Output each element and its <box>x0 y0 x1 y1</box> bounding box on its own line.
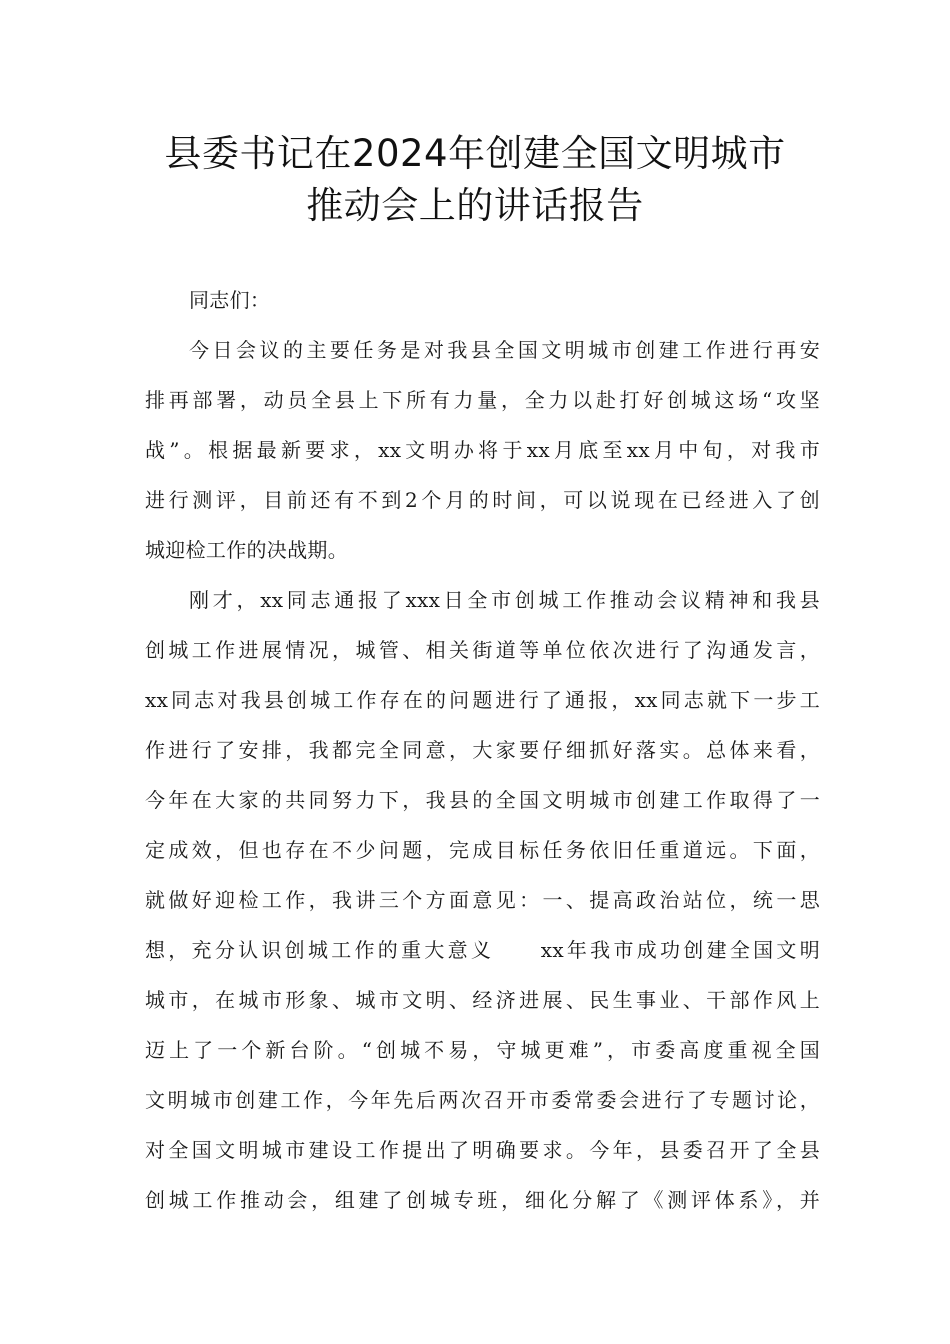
paragraph-line: 城市，在城市形象、城市文明、经济进展、民生事业、干部作风上 <box>145 988 820 1012</box>
paragraph-line: 战”。根据最新要求，xx文明办将于xx月底至xx月中旬，对我市 <box>145 438 820 462</box>
document-title <box>100 128 850 232</box>
paragraph-line: 刚才，xx同志通报了xxx日全市创城工作推动会议精神和我县 <box>189 588 820 612</box>
title-line-2: 推动会上的讲话报告 <box>306 184 644 227</box>
paragraph-line: 今日会议的主要任务是对我县全国文明城市创建工作进行再安 <box>189 338 820 362</box>
paragraph-line: 作进行了安排，我都完全同意，大家要仔细抓好落实。总体来看， <box>145 738 820 762</box>
paragraph-line: 创城工作进展情况，城管、相关街道等单位依次进行了沟通发言， <box>145 638 820 662</box>
paragraph-line: 今年在大家的共同努力下，我县的全国文明城市创建工作取得了一 <box>145 788 820 812</box>
title-line-1: 县委书记在2024年创建全国文明城市 <box>164 132 786 175</box>
paragraph-line: 城迎检工作的决战期。 <box>145 538 348 562</box>
salutation: 同志们： <box>189 288 271 312</box>
document-body <box>145 280 820 1230</box>
paragraph-line: 想，充分认识创城工作的重大意义 xx年我市成功创建全国文明 <box>145 938 820 962</box>
paragraph-1 <box>145 330 820 580</box>
paragraph-line: 迈上了一个新台阶。“创城不易，守城更难”，市委高度重视全国 <box>145 1038 820 1062</box>
paragraph-line: 对全国文明城市建设工作提出了明确要求。今年，县委召开了全县 <box>145 1138 820 1162</box>
paragraph-2 <box>145 580 820 1230</box>
paragraph-line: 创城工作推动会，组建了创城专班，细化分解了《测评体系》，并 <box>145 1188 820 1212</box>
paragraph-line: 进行测评，目前还有不到2个月的时间，可以说现在已经进入了创 <box>145 488 820 512</box>
paragraph-line: xx同志对我县创城工作存在的问题进行了通报，xx同志就下一步工 <box>145 688 820 712</box>
paragraph-line: 就做好迎检工作，我讲三个方面意见：一、提高政治站位，统一思 <box>145 888 820 912</box>
paragraph-line: 文明城市创建工作，今年先后两次召开市委常委会进行了专题讨论， <box>145 1088 820 1112</box>
paragraph-line: 定成效，但也存在不少问题，完成目标任务依旧任重道远。下面， <box>145 838 820 862</box>
paragraph-line: 排再部署，动员全县上下所有力量，全力以赴打好创城这场“攻坚 <box>145 388 820 412</box>
